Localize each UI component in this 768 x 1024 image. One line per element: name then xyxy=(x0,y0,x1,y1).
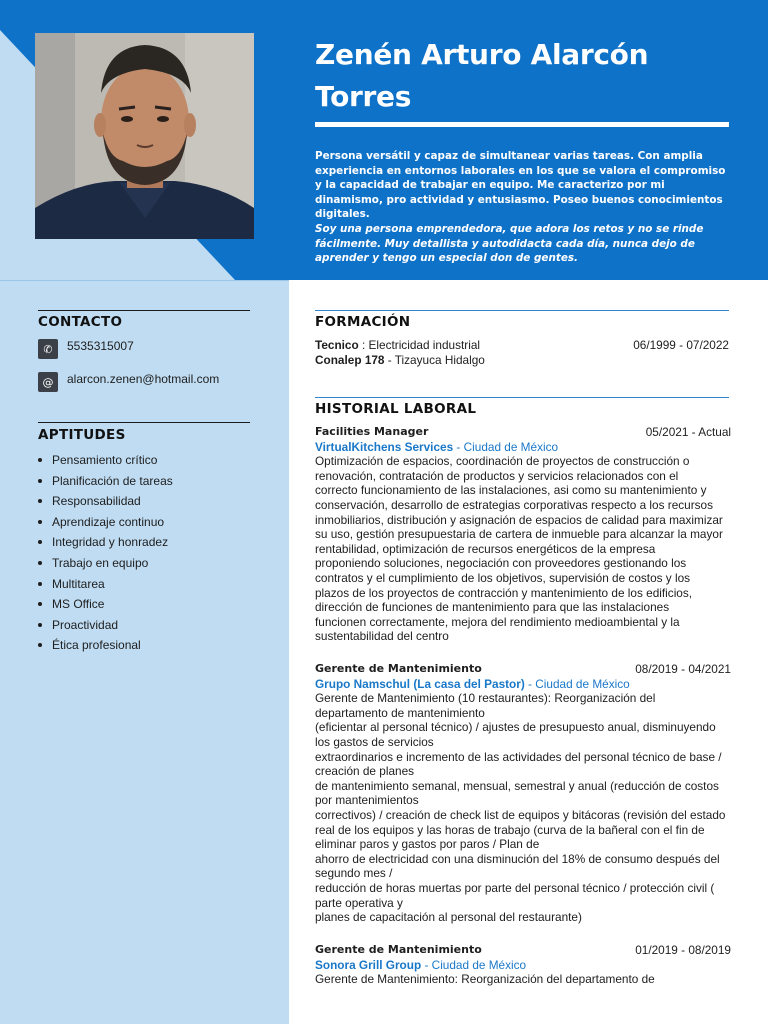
job-company: Sonora Grill Group xyxy=(315,957,422,972)
job-dates: 08/2019 - 04/2021 xyxy=(635,662,731,676)
work-rule xyxy=(315,397,729,398)
job-dates: 05/2021 - Actual xyxy=(645,425,731,439)
job-position: Gerente de Mantenimiento xyxy=(315,662,482,675)
name-line-1: Zenén Arturo Alarcón xyxy=(315,38,649,71)
skills-rule xyxy=(38,422,250,423)
education-rule xyxy=(315,310,729,311)
list-item: Trabajo en equipo xyxy=(38,553,278,574)
job-position: Gerente de Mantenimiento xyxy=(315,943,482,956)
list-item: Multitarea xyxy=(38,574,278,595)
work-title: HISTORIAL LABORAL xyxy=(315,401,477,417)
education-school: Conalep 178 xyxy=(315,352,385,367)
contact-email[interactable]: alarcon.zenen@hotmail.com xyxy=(67,372,220,386)
list-item: Ética profesional xyxy=(38,635,278,656)
skills-title: APTITUDES xyxy=(38,427,126,443)
job-location: - Ciudad de México xyxy=(421,957,527,972)
job-entry-3 xyxy=(315,943,731,987)
job-description: Gerente de Mantenimiento (10 restaurantes): Reorganización del departamento de mantenimiento (eficientar al personal técnico) / ajustes de presupuesto anual, disminuyendo los gastos de servicios extraordinarios e incremento de las actividades del personal técnico de base / creación de planes de mantenimiento semanal, mensual, semestral y anual (reducción de costos por mantenimientos correctivos) / creación de check list de equipos y bitácoras (revisión del estado real de los equipos y las horas de trabajo (curva de la bañeral con el fin de eliminar paros y gastos por paros / Plan de ahorro de electricidad con una disminución del 18% de consumo después del segundo mes / reducción de horas muertas por parte del personal técnico / protección civil ( parte operativa y planes de capacitación al personal del restaurante) xyxy=(315,691,726,925)
email-icon: @ xyxy=(38,372,58,392)
phone-icon: ✆ xyxy=(38,339,58,359)
education-field: : Electricidad industrial xyxy=(358,338,481,352)
summary-italic-text: Soy una persona emprendedora, que adora los retos y no se rinde fácilmente. Muy detallista y autodidacta cada día, nunca dejo de aprender y tengo un especial don de gentes. xyxy=(315,222,704,265)
job-location: - Ciudad de México xyxy=(453,439,559,454)
list-item: Planificación de tareas xyxy=(38,471,278,492)
job-location: - Ciudad de México xyxy=(524,676,630,691)
name-line-2: Torres xyxy=(315,80,412,113)
job-position: Facilities Manager xyxy=(315,425,429,438)
list-item: Proactividad xyxy=(38,615,278,636)
job-company: Grupo Namschul (La casa del Pastor) xyxy=(315,676,525,691)
list-item: Aprendizaje continuo xyxy=(38,512,278,533)
list-item: MS Office xyxy=(38,594,278,615)
job-entry-1 xyxy=(315,425,731,644)
job-description: Optimización de espacios, coordinación de proyectos de construcción o renovación, contratación de productos y servicios relacionados con el correcto funcionamiento de las instalaciones, asi como su mantenimiento y conservación, desarrollo de estrategias corporativas respecto a los recursos inmobiliarios, distribución y asignación de espacios de calidad para maximizar su uso, gestión presupuestaria de cartera de inmueble para alcanzar la mayor rentabilidad, optimización de recursos energéticos de la empresa proponiendo soluciones, negociación con proveedores gestionando los contratos y el cumplimiento de los objetivos, supervisión de costos y los plazos de los proyectos de contracción y mantenimiento de los edificios, dirección de funciones de mantenimiento para que las instalaciones funcionen correctamente, mejora del rendimiento medioambiental y la sustentabilidad del centro xyxy=(315,454,723,644)
education-entry xyxy=(315,338,729,367)
job-entry-2 xyxy=(315,662,731,925)
list-item: Integridad y honradez xyxy=(38,532,278,553)
profile-photo xyxy=(35,33,254,239)
contact-phone[interactable]: 5535315007 xyxy=(67,339,134,353)
summary-text: Persona versátil y capaz de simultanear varias tareas. Con amplia experiencia en entornos laborales en los que se valora el compromiso y la capacidad de trabajar en equipo. Me caracterizo por mi dinamismo, pro actividad y entusiasmo. Poseo buenos conocimientos digitales. xyxy=(315,150,726,221)
job-dates: 01/2019 - 08/2019 xyxy=(635,943,731,957)
sidebar-divider xyxy=(0,280,289,281)
list-item: Pensamiento crítico xyxy=(38,450,278,471)
candidate-name xyxy=(315,34,735,118)
contact-rule xyxy=(38,310,250,311)
education-location: - Tizayuca Hidalgo xyxy=(384,352,485,367)
profile-summary xyxy=(315,149,735,266)
job-description: Gerente de Mantenimiento: Reorganización del departamento de xyxy=(315,972,655,987)
name-underline xyxy=(315,122,729,127)
contact-email-row xyxy=(38,372,219,392)
job-company: VirtualKitchens Services xyxy=(315,439,454,454)
contact-phone-row xyxy=(38,339,134,359)
skills-list xyxy=(38,450,278,656)
education-title: FORMACIÓN xyxy=(315,314,411,330)
contact-title: CONTACTO xyxy=(38,314,123,330)
education-degree: Tecnico xyxy=(315,338,359,352)
education-dates: 06/1999 - 07/2022 xyxy=(633,338,729,352)
list-item: Responsabilidad xyxy=(38,491,278,512)
